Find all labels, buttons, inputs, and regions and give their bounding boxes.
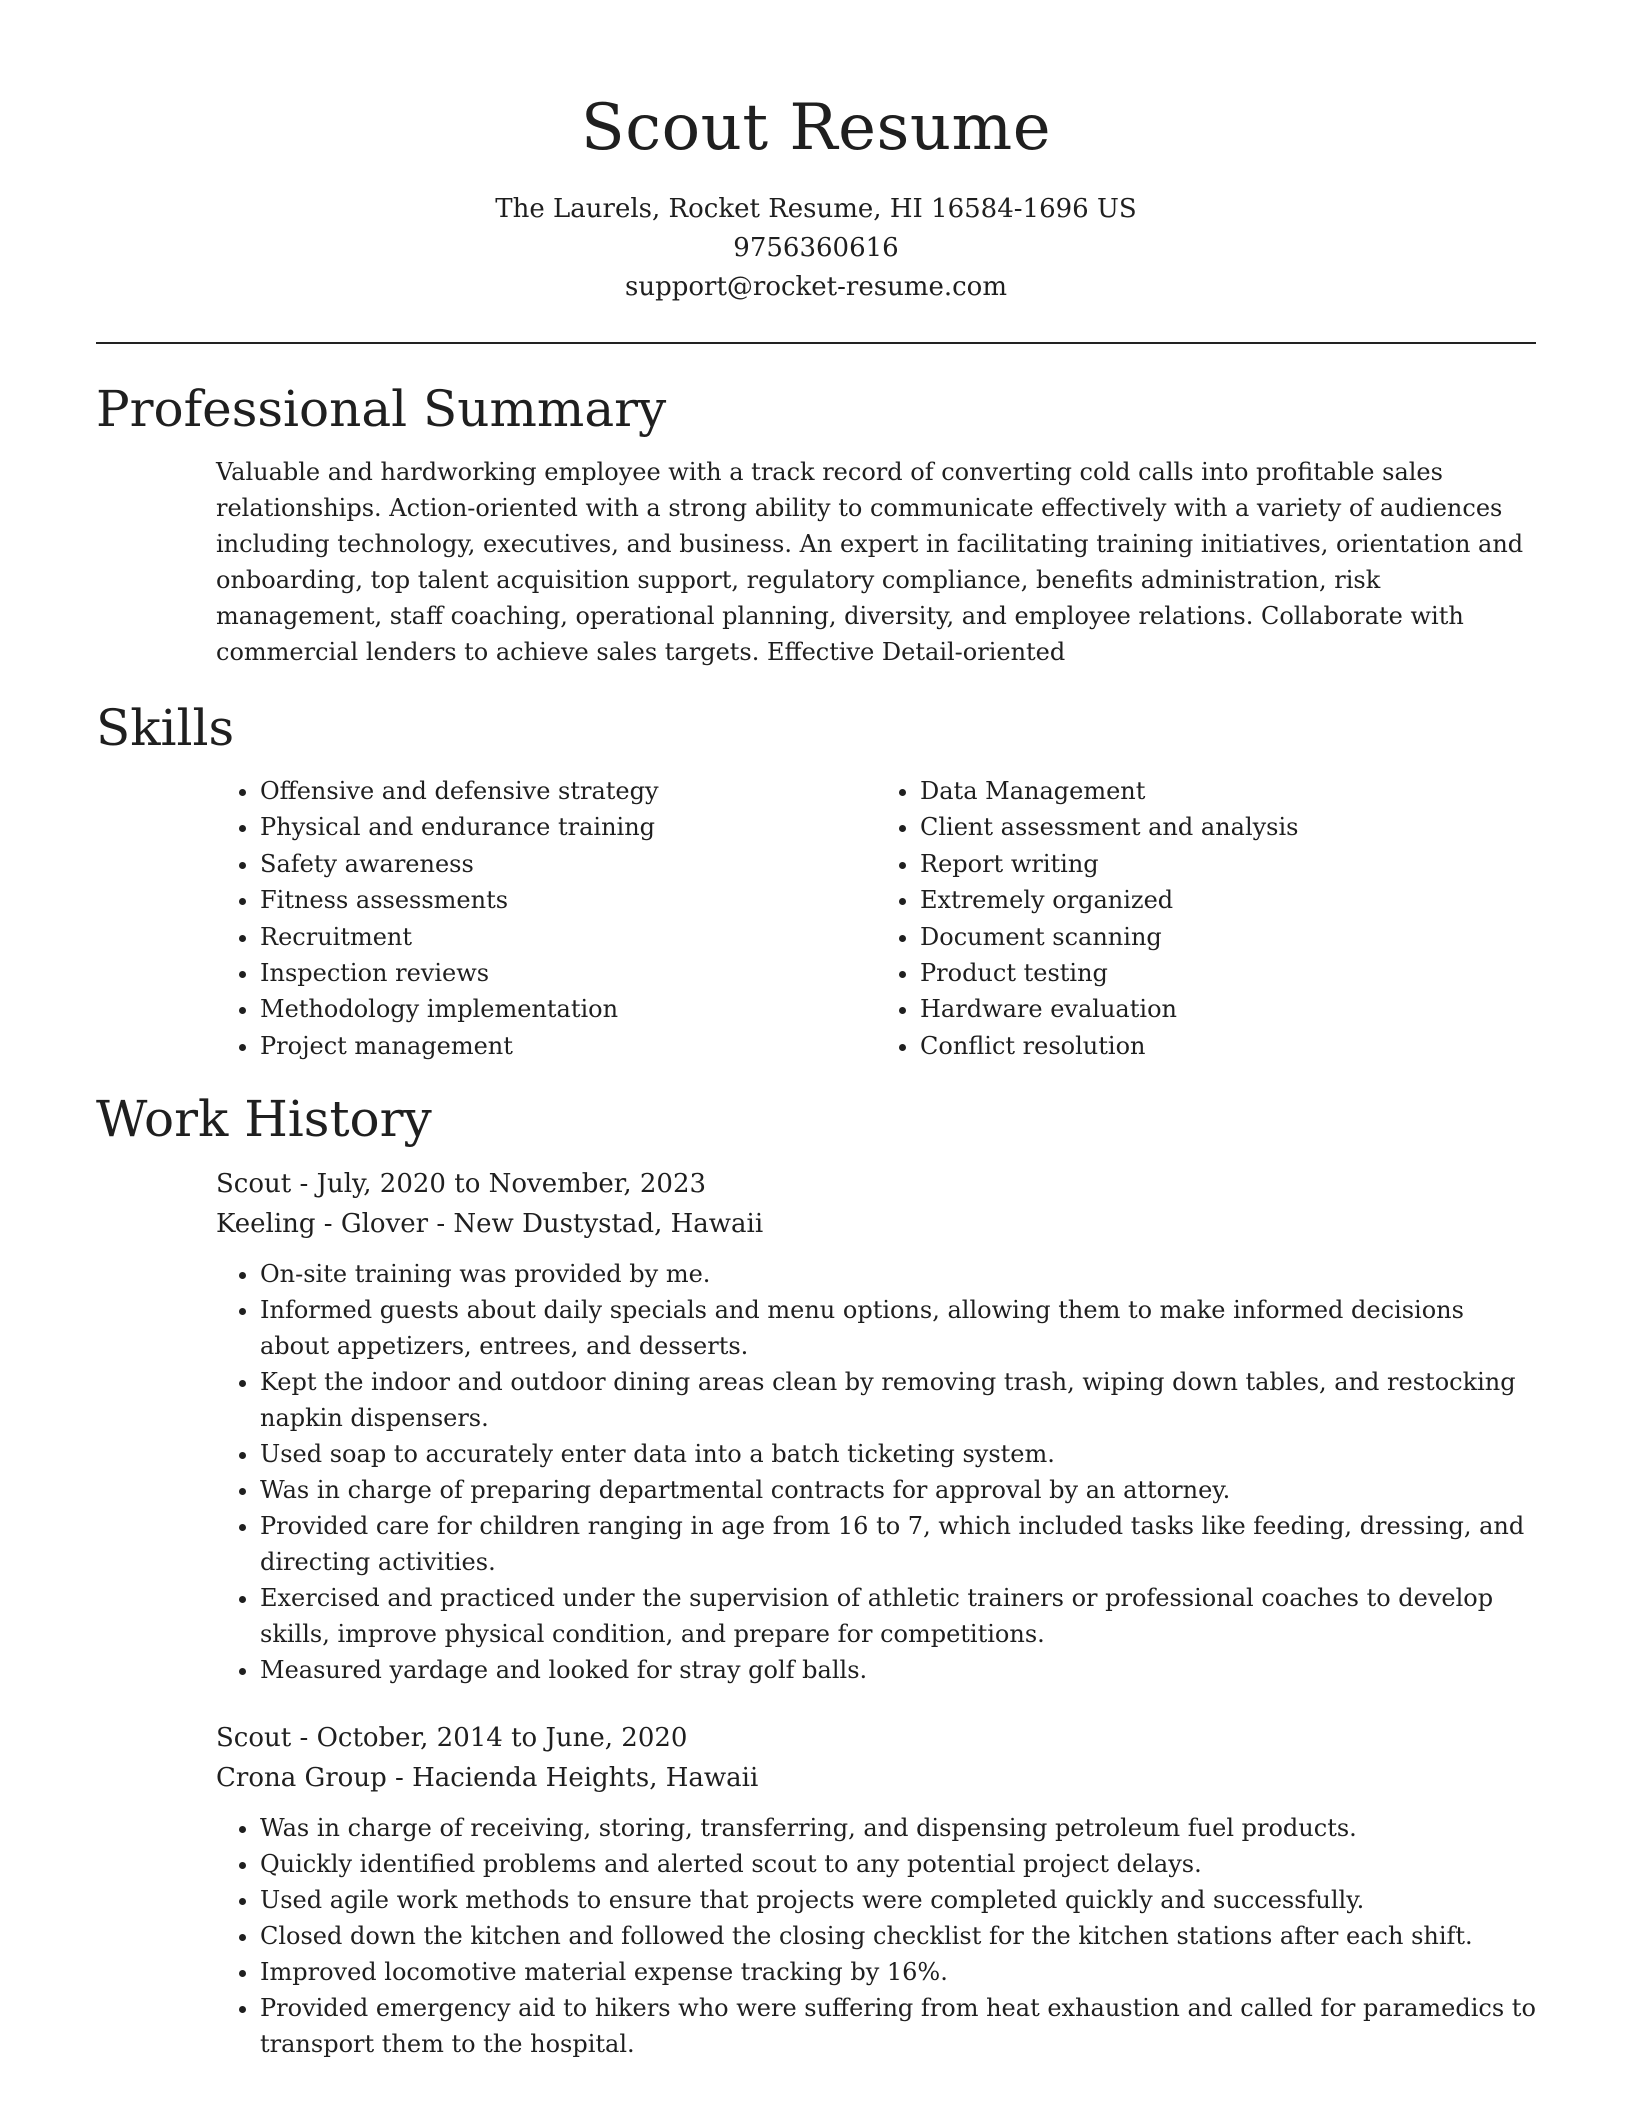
skill-item: • Project management (260, 1028, 876, 1064)
job-dates: October, 2014 to June, 2020 (316, 1723, 688, 1753)
skills-heading: Skills (96, 699, 235, 757)
duty-item: • Informed guests about daily specials and menu options, allowing them to make informed decisions about appetizers, entrees, and desserts. (260, 1292, 1536, 1364)
skill-item: • Recruitment (260, 919, 876, 955)
phone: 9756360616 (733, 233, 899, 263)
separator: - (291, 1169, 317, 1199)
skill-item: • Product testing (920, 955, 1536, 991)
job-duties-list (216, 1256, 1536, 1688)
job-role: Scout (216, 1723, 292, 1753)
job-location: Hacienda Heights, Hawaii (412, 1763, 759, 1793)
contact-block (96, 190, 1536, 307)
address: The Laurels, Rocket Resume, HI 16584-1696 US (495, 194, 1137, 224)
job-company: Crona Group (216, 1763, 387, 1793)
skill-item: • Safety awareness (260, 846, 876, 882)
job-company: Keeling - Glover (216, 1209, 429, 1239)
resume-header (96, 88, 1536, 307)
skills-list-left (216, 773, 876, 1064)
job-role: Scout (216, 1169, 292, 1199)
candidate-name: Scout Resume (580, 91, 1052, 165)
separator: - (386, 1763, 413, 1793)
skill-item: • Hardware evaluation (920, 991, 1536, 1027)
skills-section (96, 697, 1536, 1064)
duty-item: • Was in charge of preparing departmental contracts for approval by an attorney. (260, 1472, 1536, 1508)
duty-item: • Quickly identified problems and alerted scout to any potential project delays. (260, 1846, 1536, 1882)
job-company-line (216, 1204, 1536, 1244)
duty-item: • Used soap to accurately enter data into a batch ticketing system. (260, 1436, 1536, 1472)
email: support@rocket-resume.com (624, 272, 1007, 302)
duty-item: • Kept the indoor and outdoor dining areas clean by removing trash, wiping down tables, and restocking napkin dispensers. (260, 1364, 1536, 1436)
job-company-line (216, 1758, 1536, 1798)
job-duties-list (216, 1810, 1536, 2062)
skill-item: • Document scanning (920, 919, 1536, 955)
skill-item: • Physical and endurance training (260, 809, 876, 845)
duty-item: • Measured yardage and looked for stray golf balls. (260, 1652, 1536, 1688)
job-entry (216, 1164, 1536, 1688)
summary-section (96, 378, 1536, 670)
separator: - (291, 1723, 317, 1753)
separator: - (428, 1209, 454, 1239)
duty-item: • Used agile work methods to ensure that projects were completed quickly and successfully. (260, 1882, 1536, 1918)
skills-columns (216, 773, 1536, 1064)
job-title-line (216, 1164, 1536, 1204)
duty-item: • Improved locomotive material expense tracking by 16%. (260, 1954, 1536, 1990)
skills-list-right (876, 773, 1536, 1064)
duty-item: • Provided emergency aid to hikers who were suffering from heat exhaustion and called for paramedics to transport them to the hospital. (260, 1990, 1536, 2062)
duty-item: • Closed down the kitchen and followed the closing checklist for the kitchen stations after each shift. (260, 1918, 1536, 1954)
job-location: New Dustystad, Hawaii (453, 1209, 764, 1239)
skill-item: • Conflict resolution (920, 1028, 1536, 1064)
skill-item: • Data Management (920, 773, 1536, 809)
duty-item: • On-site training was provided by me. (260, 1256, 1536, 1292)
summary-heading: Professional Summary (96, 380, 667, 438)
skill-item: • Fitness assessments (260, 882, 876, 918)
job-title-line (216, 1718, 1536, 1758)
duty-item: • Exercised and practiced under the supervision of athletic trainers or professional coaches to develop skills, improve physical condition, and prepare for competitions. (260, 1580, 1536, 1652)
work-history-heading: Work History (96, 1090, 432, 1148)
job-entry (216, 1718, 1536, 2062)
skill-item: • Client assessment and analysis (920, 809, 1536, 845)
skill-item: • Report writing (920, 846, 1536, 882)
skill-item: • Extremely organized (920, 882, 1536, 918)
summary-text: Valuable and hardworking employee with a track record of converting cold calls into profitable sales relationships. Action-oriented with a strong ability to communicate effectively with a variety of audiences including technology, executives, and business. An expert in facilitating training initiatives, orientation and onboarding, top talent acquisition support, regulatory compliance, benefits administration, risk management, staff coaching, operational planning, diversity, and employee relations. Collaborate with commercial lenders to achieve sales targets. Effective Detail-oriented (216, 458, 1524, 666)
duty-item: • Was in charge of receiving, storing, transferring, and dispensing petroleum fuel products. (260, 1810, 1536, 1846)
skill-item: • Inspection reviews (260, 955, 876, 991)
skill-item: • Offensive and defensive strategy (260, 773, 876, 809)
job-dates: July, 2020 to November, 2023 (316, 1169, 707, 1199)
duty-item: • Provided care for children ranging in age from 16 to 7, which included tasks like feeding, dressing, and directing activities. (260, 1508, 1536, 1580)
work-history-section (96, 1088, 1536, 2062)
header-divider (96, 342, 1536, 344)
skill-item: • Methodology implementation (260, 991, 876, 1027)
